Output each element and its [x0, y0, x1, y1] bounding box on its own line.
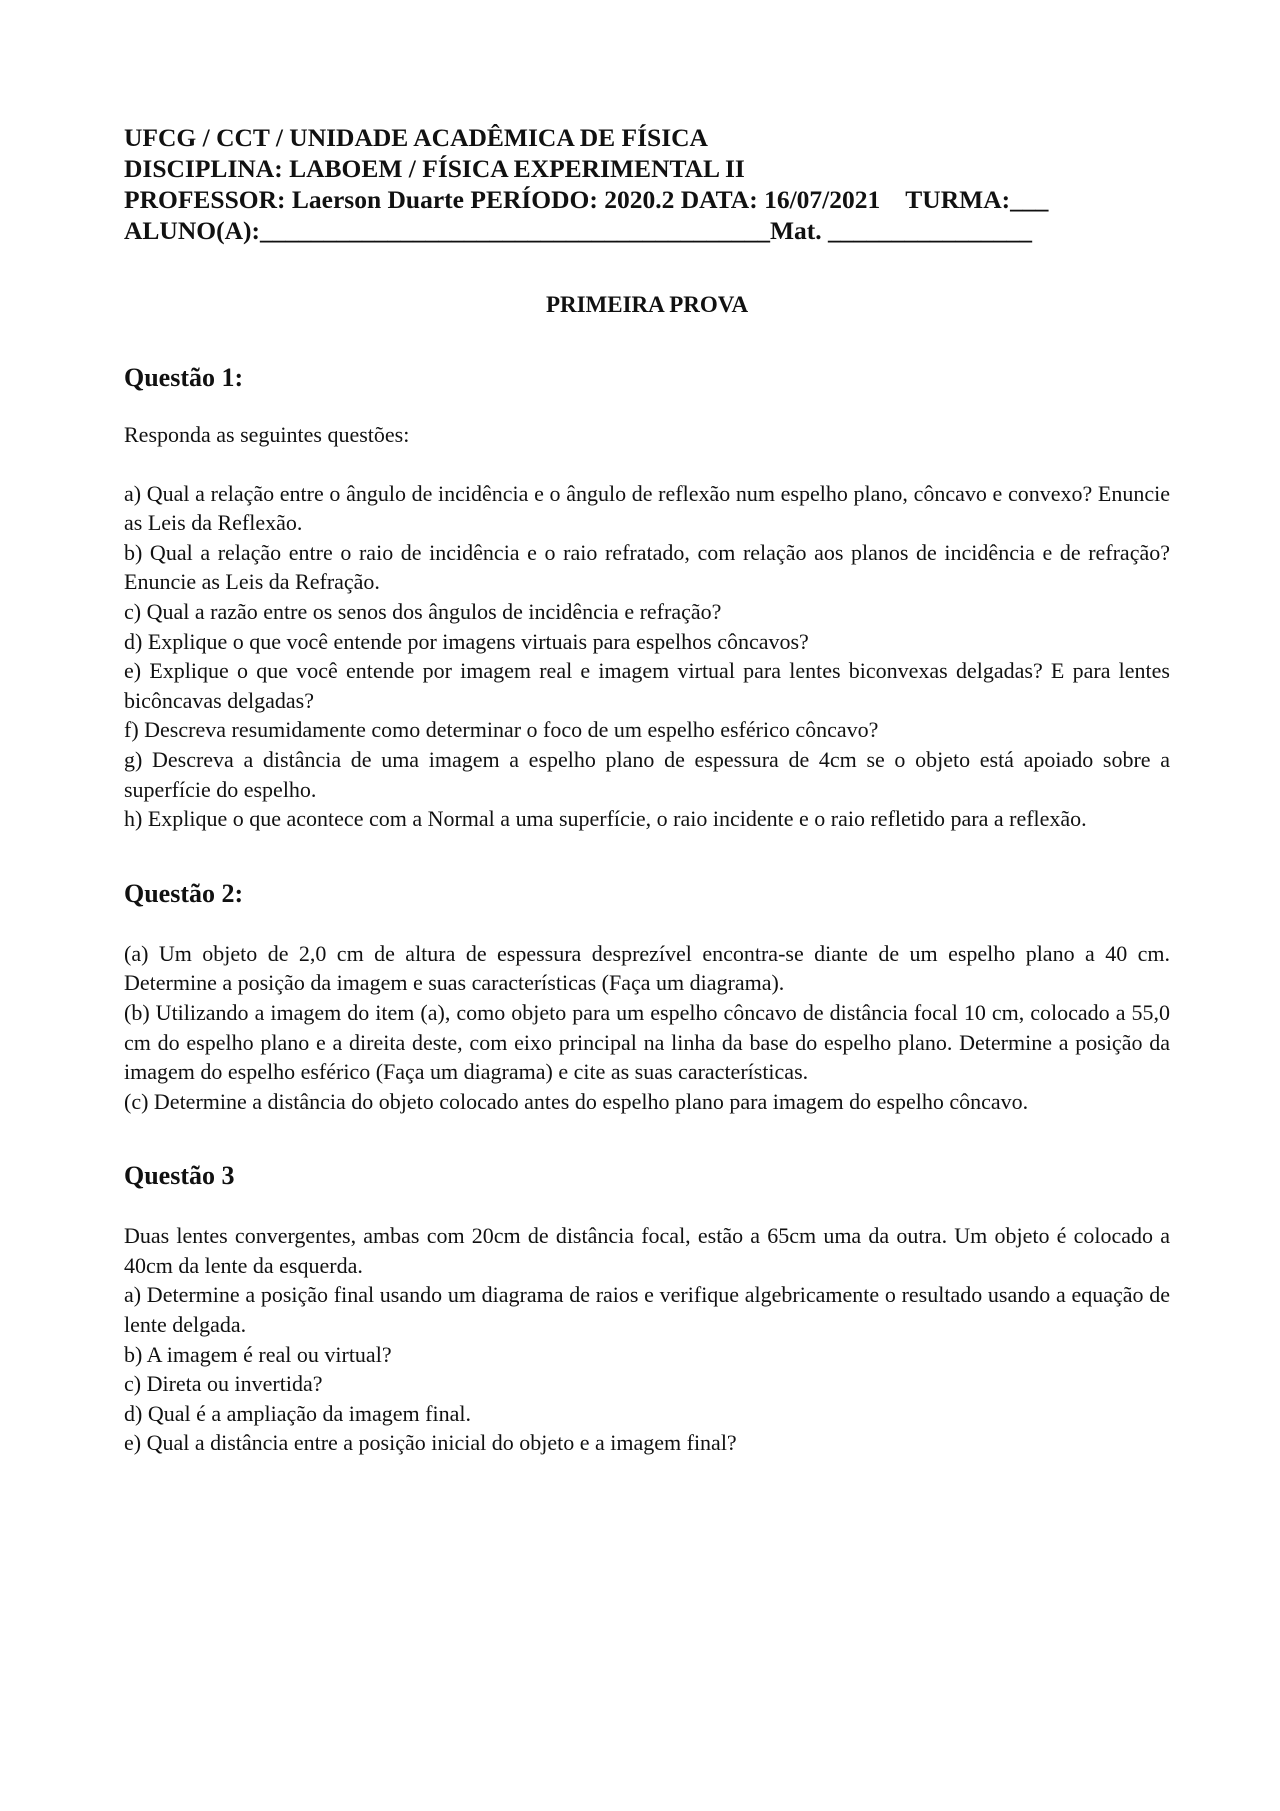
question-3-item: c) Direta ou invertida? [124, 1371, 323, 1397]
question-3-item: e) Qual a distância entre a posição inicial do objeto e a imagem final? [124, 1430, 737, 1456]
exam-page [124, 122, 1170, 1458]
question-1-item: g) Descreva a distância de uma imagem a espelho plano de espessura de 4cm se o objeto está apoiado sobre a superfície do espelho. [124, 746, 1170, 802]
question-1-item: h) Explique o que acontece com a Normal a uma superfície, o raio incidente e o raio refletido para a reflexão. [124, 806, 1087, 832]
question-2-item: (a) Um objeto de 2,0 cm de altura de espessura desprezível encontra-se diante de um espelho plano a 40 cm. Determine a posição da imagem e suas características (Faça um diagrama). [124, 940, 1170, 996]
question-3-items [124, 1280, 1170, 1458]
question-1-intro: Responda as seguintes questões: [124, 422, 410, 447]
exam-title: PRIMEIRA PROVA [545, 292, 749, 317]
question-3-item: b) A imagem é real ou virtual? [124, 1341, 392, 1367]
header-discipline: DISCIPLINA: LABOEM / FÍSICA EXPERIMENTAL II [124, 154, 745, 183]
question-3-item: a) Determine a posição final usando um diagrama de raios e verifique algebricamente o resultado usando a equação de lente delgada. [124, 1282, 1170, 1338]
question-1-item: d) Explique o que você entende por imagens virtuais para espelhos côncavos? [124, 628, 809, 654]
question-1-item: e) Explique o que você entende por imagem real e imagem virtual para lentes biconvexas delgadas? E para lentes bicôncavas delgadas? [124, 658, 1170, 713]
question-1-item: a) Qual a relação entre o ângulo de incidência e o ângulo de reflexão num espelho plano, côncavo e convexo? Enuncie as Leis da Reflexão. [124, 480, 1170, 536]
exam-header [124, 122, 1170, 246]
question-2-heading: Questão 2: [124, 878, 244, 908]
question-2-items [124, 939, 1170, 1117]
question-1-heading: Questão 1: [124, 363, 244, 392]
question-2-item: (b) Utilizando a imagem do item (a), como objeto para um espelho côncavo de distância focal 10 cm, colocado a 55,0 cm do espelho plano e a direita deste, com eixo principal na linha da base do espelho plano. Determine a posição da imagem do espelho esférico (Faça um diagrama) e cite as suas características. [124, 999, 1170, 1085]
question-2-item: (c) Determine a distância do objeto colocado antes do espelho plano para imagem do espelho côncavo. [124, 1088, 1029, 1114]
header-professor: PROFESSOR: Laerson Duarte PERÍODO: 2020.2 DATA: 16/07/2021 TURMA:___ [124, 185, 1049, 214]
header-student: ALUNO(A):________________________________________Mat. ________________ [124, 216, 1033, 245]
question-1-item: b) Qual a relação entre o raio de incidência e o raio refratado, com relação aos planos de incidência e de refração? Enuncie as Leis da Refração. [124, 539, 1170, 595]
question-1-item: c) Qual a razão entre os senos dos ângulos de incidência e refração? [124, 598, 722, 624]
header-institution: UFCG / CCT / UNIDADE ACADÊMICA DE FÍSICA [124, 123, 708, 152]
question-3-heading: Questão 3 [124, 1161, 235, 1191]
question-3-intro: Duas lentes convergentes, ambas com 20cm de distância focal, estão a 65cm uma da outra. Um objeto é colocado a 40cm da lente da esquerda. [124, 1223, 1170, 1278]
question-1-item: f) Descreva resumidamente como determinar o foco de um espelho esférico côncavo? [124, 717, 879, 743]
question-3-item: d) Qual é a ampliação da imagem final. [124, 1400, 471, 1426]
question-1-items [124, 479, 1170, 834]
